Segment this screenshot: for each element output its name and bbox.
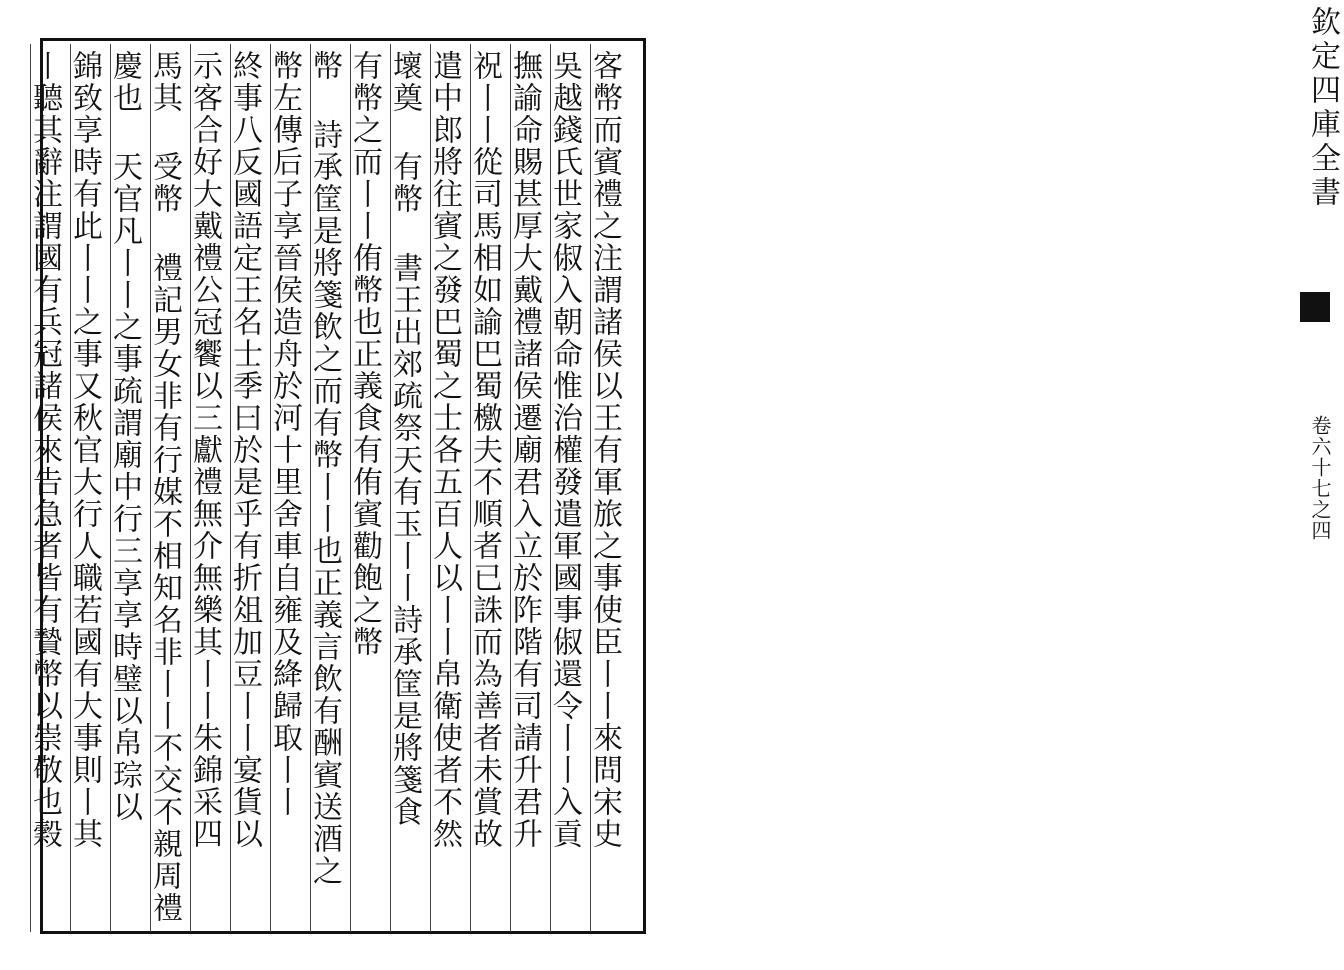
text-column: 遣中郎將往賓之發巴蜀之士各五百人以丨丨帛衛使者不然 — [427, 50, 462, 850]
text-column: 幣 詩承筐是將箋飲之而有幣丨丨也正義言飲有酬賓送酒之 — [307, 50, 342, 887]
volume-label: 卷六十七之四 — [1308, 415, 1332, 541]
text-column: 有幣之而丨丨侑幣也正義食有侑賓勸飽之幣 — [347, 50, 382, 658]
text-column: 壞奠 有幣 書王出郊疏祭天有玉丨丨詩承筐是將箋食 — [387, 50, 422, 828]
text-column: 錦致享時有此丨丨之事又秋官大行人職若國有大事則丨其 — [67, 50, 102, 850]
text-column: 撫諭命賜甚厚大戴禮諸侯遷廟君入立於阼階有司請升君升 — [507, 50, 542, 850]
text-column: 馬其 受幣 禮記男女非有行媒不相知名非丨丨不交不親周禮 — [147, 50, 182, 924]
text-column: 示客合好大戴禮公冠饗以三獻禮無介無樂其丨丨朱錦采四 — [187, 50, 222, 850]
text-column: 吳越錢氏世家俶入朝命惟治權發遣軍國事俶還令丨丨入貢 — [547, 50, 582, 850]
fishtail-mark-icon — [1300, 292, 1330, 322]
text-column: 丨聽其辭注謂國有兵冠諸侯來告急者皆有贄幣以崇敬也穀 — [27, 50, 62, 850]
text-column: 終事八反國語定王名士季曰於是乎有折俎加豆丨丨宴貨以 — [227, 50, 262, 850]
book-title: 欽定四庫全書 — [1305, 6, 1340, 210]
text-column: 幣左傳后子享晉侯造舟於河十里舍車自雍及絳歸取丨丨 — [267, 50, 302, 818]
page-margin — [648, 0, 1340, 970]
text-column: 慶也 天官凡丨丨之事疏謂廟中行三享享時璧以帛琮以 — [107, 50, 142, 823]
text-column: 客幣而賓禮之注謂諸侯以王有軍旅之事使臣丨丨來問宋史 — [587, 50, 622, 850]
text-column: 祝丨丨從司馬相如諭巴蜀檄夫不順者已誅而為善者未賞故 — [467, 50, 502, 850]
